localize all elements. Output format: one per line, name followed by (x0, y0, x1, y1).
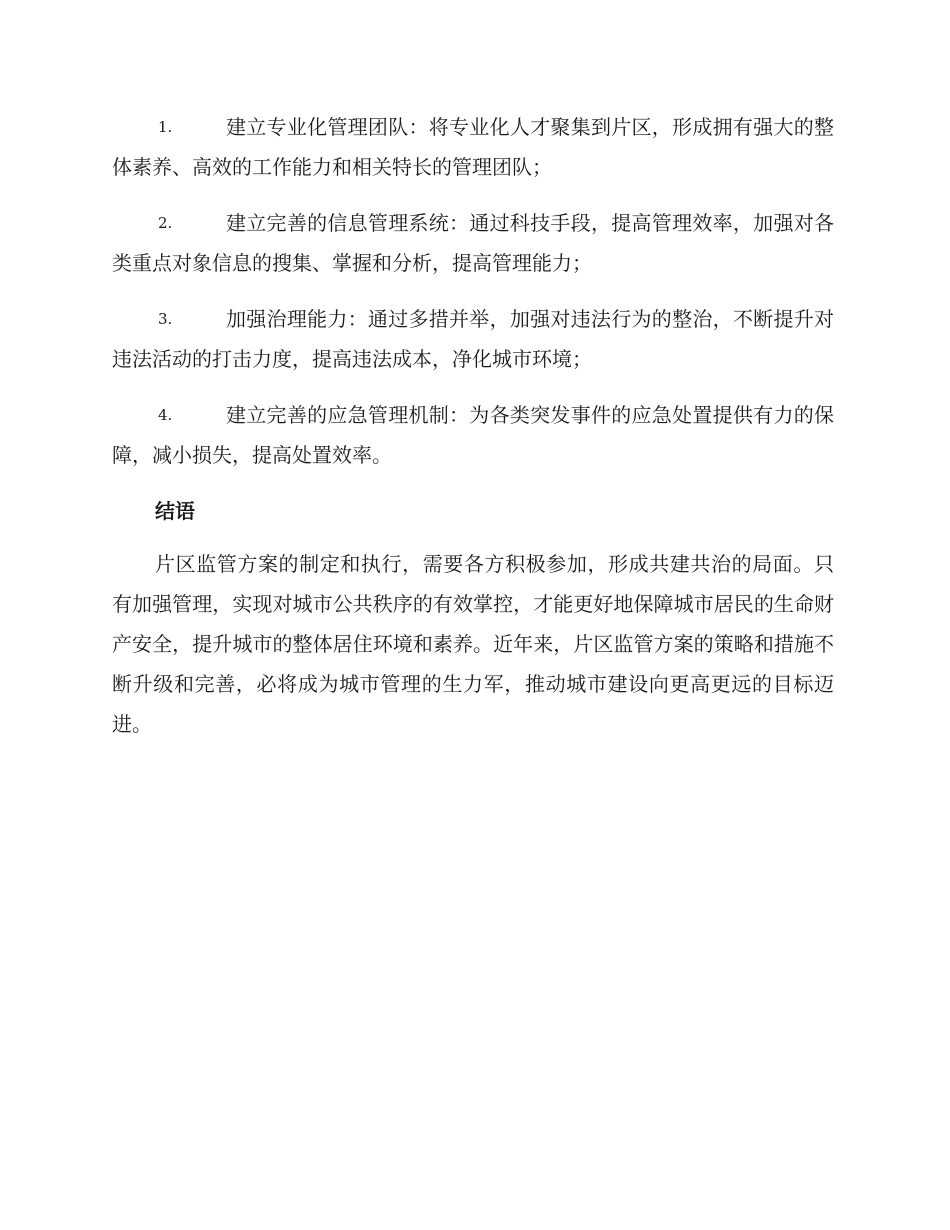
list-item-text: 建立专业化管理团队：将专业化人才聚集到片区，形成拥有强大的整体素养、高效的工作能力和相关特长的管理团队； (112, 115, 834, 179)
list-item-text: 加强治理能力：通过多措并举，加强对违法行为的整治，不断提升对违法活动的打击力度，提高违法成本，净化城市环境； (112, 307, 834, 371)
list-item-text: 建立完善的信息管理系统：通过科技手段，提高管理效率，加强对各类重点对象信息的搜集、掌握和分析，提高管理能力； (112, 211, 834, 275)
list-item-text: 建立完善的应急管理机制：为各类突发事件的应急处置提供有力的保障，减小损失，提高处置效率。 (112, 403, 834, 467)
list-item (112, 203, 834, 283)
document-body (112, 107, 834, 744)
conclusion-heading: 结语 (155, 499, 195, 523)
list-item-number: 4. (158, 406, 173, 424)
list-item (112, 107, 834, 187)
list-item-number: 1. (158, 118, 173, 136)
list-item-number: 2. (158, 214, 173, 232)
list-item (112, 299, 834, 379)
conclusion-paragraph: 片区监管方案的制定和执行，需要各方积极参加，形成共建共治的局面。只有加强管理，实现对城市公共秩序的有效掌控，才能更好地保障城市居民的生命财产安全，提升城市的整体居住环境和素养。近年来，片区监管方案的策略和措施不断升级和完善，必将成为城市管理的生力军，推动城市建设向更高更远的目标迈进。 (112, 552, 834, 736)
list-item-number: 3. (158, 310, 173, 328)
list-item (112, 395, 834, 475)
